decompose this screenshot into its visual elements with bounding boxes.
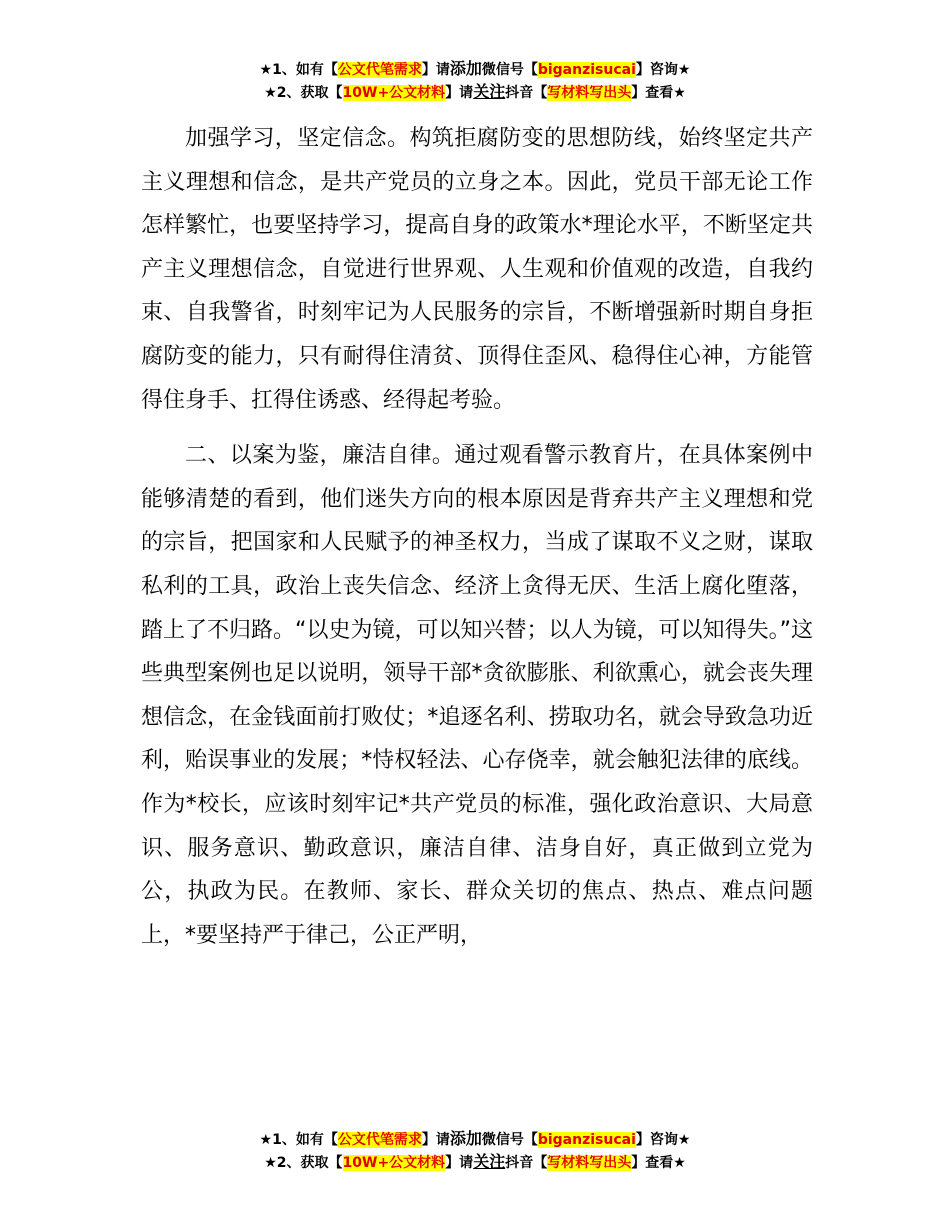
highlight-service: 公文代笔需求 — [337, 62, 422, 78]
highlight-materials: 10W+公文材料 — [342, 85, 446, 101]
star-icon: ★ — [264, 1155, 277, 1171]
highlight-materials: 10W+公文材料 — [342, 1155, 446, 1171]
banner-line-2: ★2、获取【10W+公文材料】请关注抖音【写材料写出头】查看★ — [264, 1152, 686, 1171]
star-icon: ★ — [259, 1132, 273, 1148]
highlight-douyin: 写材料写出头 — [547, 1155, 632, 1171]
banner-line-2: ★2、获取【10W+公文材料】请关注抖音【写材料写出头】查看★ — [264, 82, 686, 101]
document-body — [141, 117, 813, 957]
star-icon: ★ — [264, 85, 277, 101]
header-banner — [0, 58, 950, 104]
star-icon: ★ — [259, 62, 273, 78]
paragraph-1: 加强学习，坚定信念。构筑拒腐防变的思想防线，始终坚定共产主义理想和信念，是共产党员的立身之本。因此，党员干部无论工作怎样繁忙，也要坚持学习，提高自身的政策水*理论水平，不断坚定共产主义理想信念，自觉进行世界观、人生观和价值观的改造，自我约束、自我警省，时刻牢记为人民服务的宗旨，不断增强新时期自身拒腐防变的能力，只有耐得住清贫、顶得住歪风、稳得住心神，方能管得住身手、扛得住诱惑、经得起考验。 — [141, 126, 813, 413]
footer-banner — [0, 1128, 950, 1174]
banner-line-1: ★1、如有【公文代笔需求】请添加微信号【biganzisucai】咨询★ — [259, 59, 691, 78]
highlight-wechat-id: biganzisucai — [537, 62, 636, 78]
paragraph-2: 二、以案为鉴，廉洁自律。通过观看警示教育片，在具体案例中能够清楚的看到，他们迷失方向的根本原因是背弃共产主义理想和党的宗旨，把国家和人民赋予的神圣权力，当成了谋取不义之财，谋取私利的工具，政治上丧失信念、经济上贪得无厌、生活上腐化堕落，踏上了不归路。“以史为镜，可以知兴替；以人为镜，可以知得失。”这些典型案例也足以说明，领导干部*贪欲膨胀、利欲熏心，就会丧失理想信念，在金钱面前打败仗；*追逐名利、捞取功名，就会导致急功近利，贻误事业的发展；*恃权轻法、心存侥幸，就会触犯法律的底线。作为*校长，应该时刻牢记*共产党员的标准，强化政治意识、大局意识、服务意识、勤政意识，廉洁自律、洁身自好，真正做到立党为公，执政为民。在教师、家长、群众关切的焦点、热点、难点问题上，*要坚持严于律己，公正严明， — [141, 443, 813, 948]
highlight-wechat-id: biganzisucai — [537, 1132, 636, 1148]
highlight-douyin: 写材料写出头 — [547, 85, 632, 101]
banner-line-1: ★1、如有【公文代笔需求】请添加微信号【biganzisucai】咨询★ — [259, 1129, 691, 1148]
highlight-service: 公文代笔需求 — [337, 1132, 422, 1148]
